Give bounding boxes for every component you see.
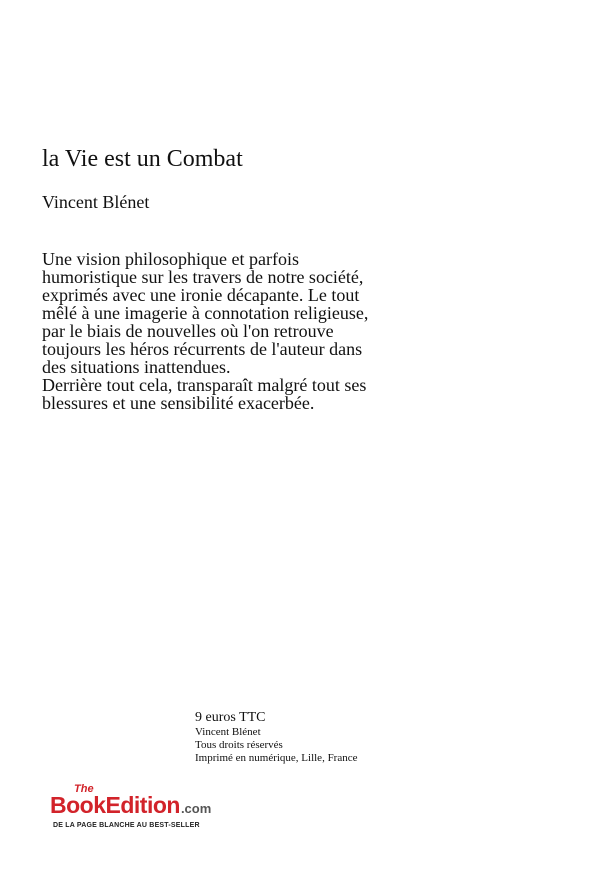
colophon [195, 710, 358, 765]
logo-suffix: .com [180, 801, 212, 816]
book-blurb [42, 250, 472, 412]
logo-brand [50, 792, 211, 819]
blurb-line: humoristique sur les travers de notre société, [42, 267, 364, 287]
bookedition-logo [50, 783, 250, 843]
logo-the: The [74, 783, 94, 795]
blurb-line: des situations inattendues. [42, 357, 231, 377]
blurb-line: blessures et une sensibilité exacerbée. [42, 393, 315, 413]
rights-notice: Tous droits réservés [195, 739, 283, 751]
blurb-line: exprimés avec une ironie décapante. Le tout [42, 285, 360, 305]
book-author: Vincent Blénet [42, 192, 150, 212]
book-title: la Vie est un Combat [42, 146, 243, 172]
blurb-line: Une vision philosophique et parfois [42, 249, 299, 269]
logo-tagline: DE LA PAGE BLANCHE AU BEST-SELLER [53, 822, 200, 829]
printing-notice: Imprimé en numérique, Lille, France [195, 752, 358, 764]
price: 9 euros TTC [195, 710, 266, 725]
colophon-author: Vincent Blénet [195, 726, 261, 738]
blurb-line: toujours les héros récurrents de l'auteur dans [42, 339, 363, 359]
blurb-line: mêlé à une imagerie à connotation religieuse, [42, 303, 369, 323]
logo-brand-name: BookEdition [50, 792, 180, 818]
blurb-line: Derrière tout cela, transparaît malgré tout ses [42, 375, 367, 395]
blurb-line: par le biais de nouvelles où l'on retrouve [42, 321, 334, 341]
